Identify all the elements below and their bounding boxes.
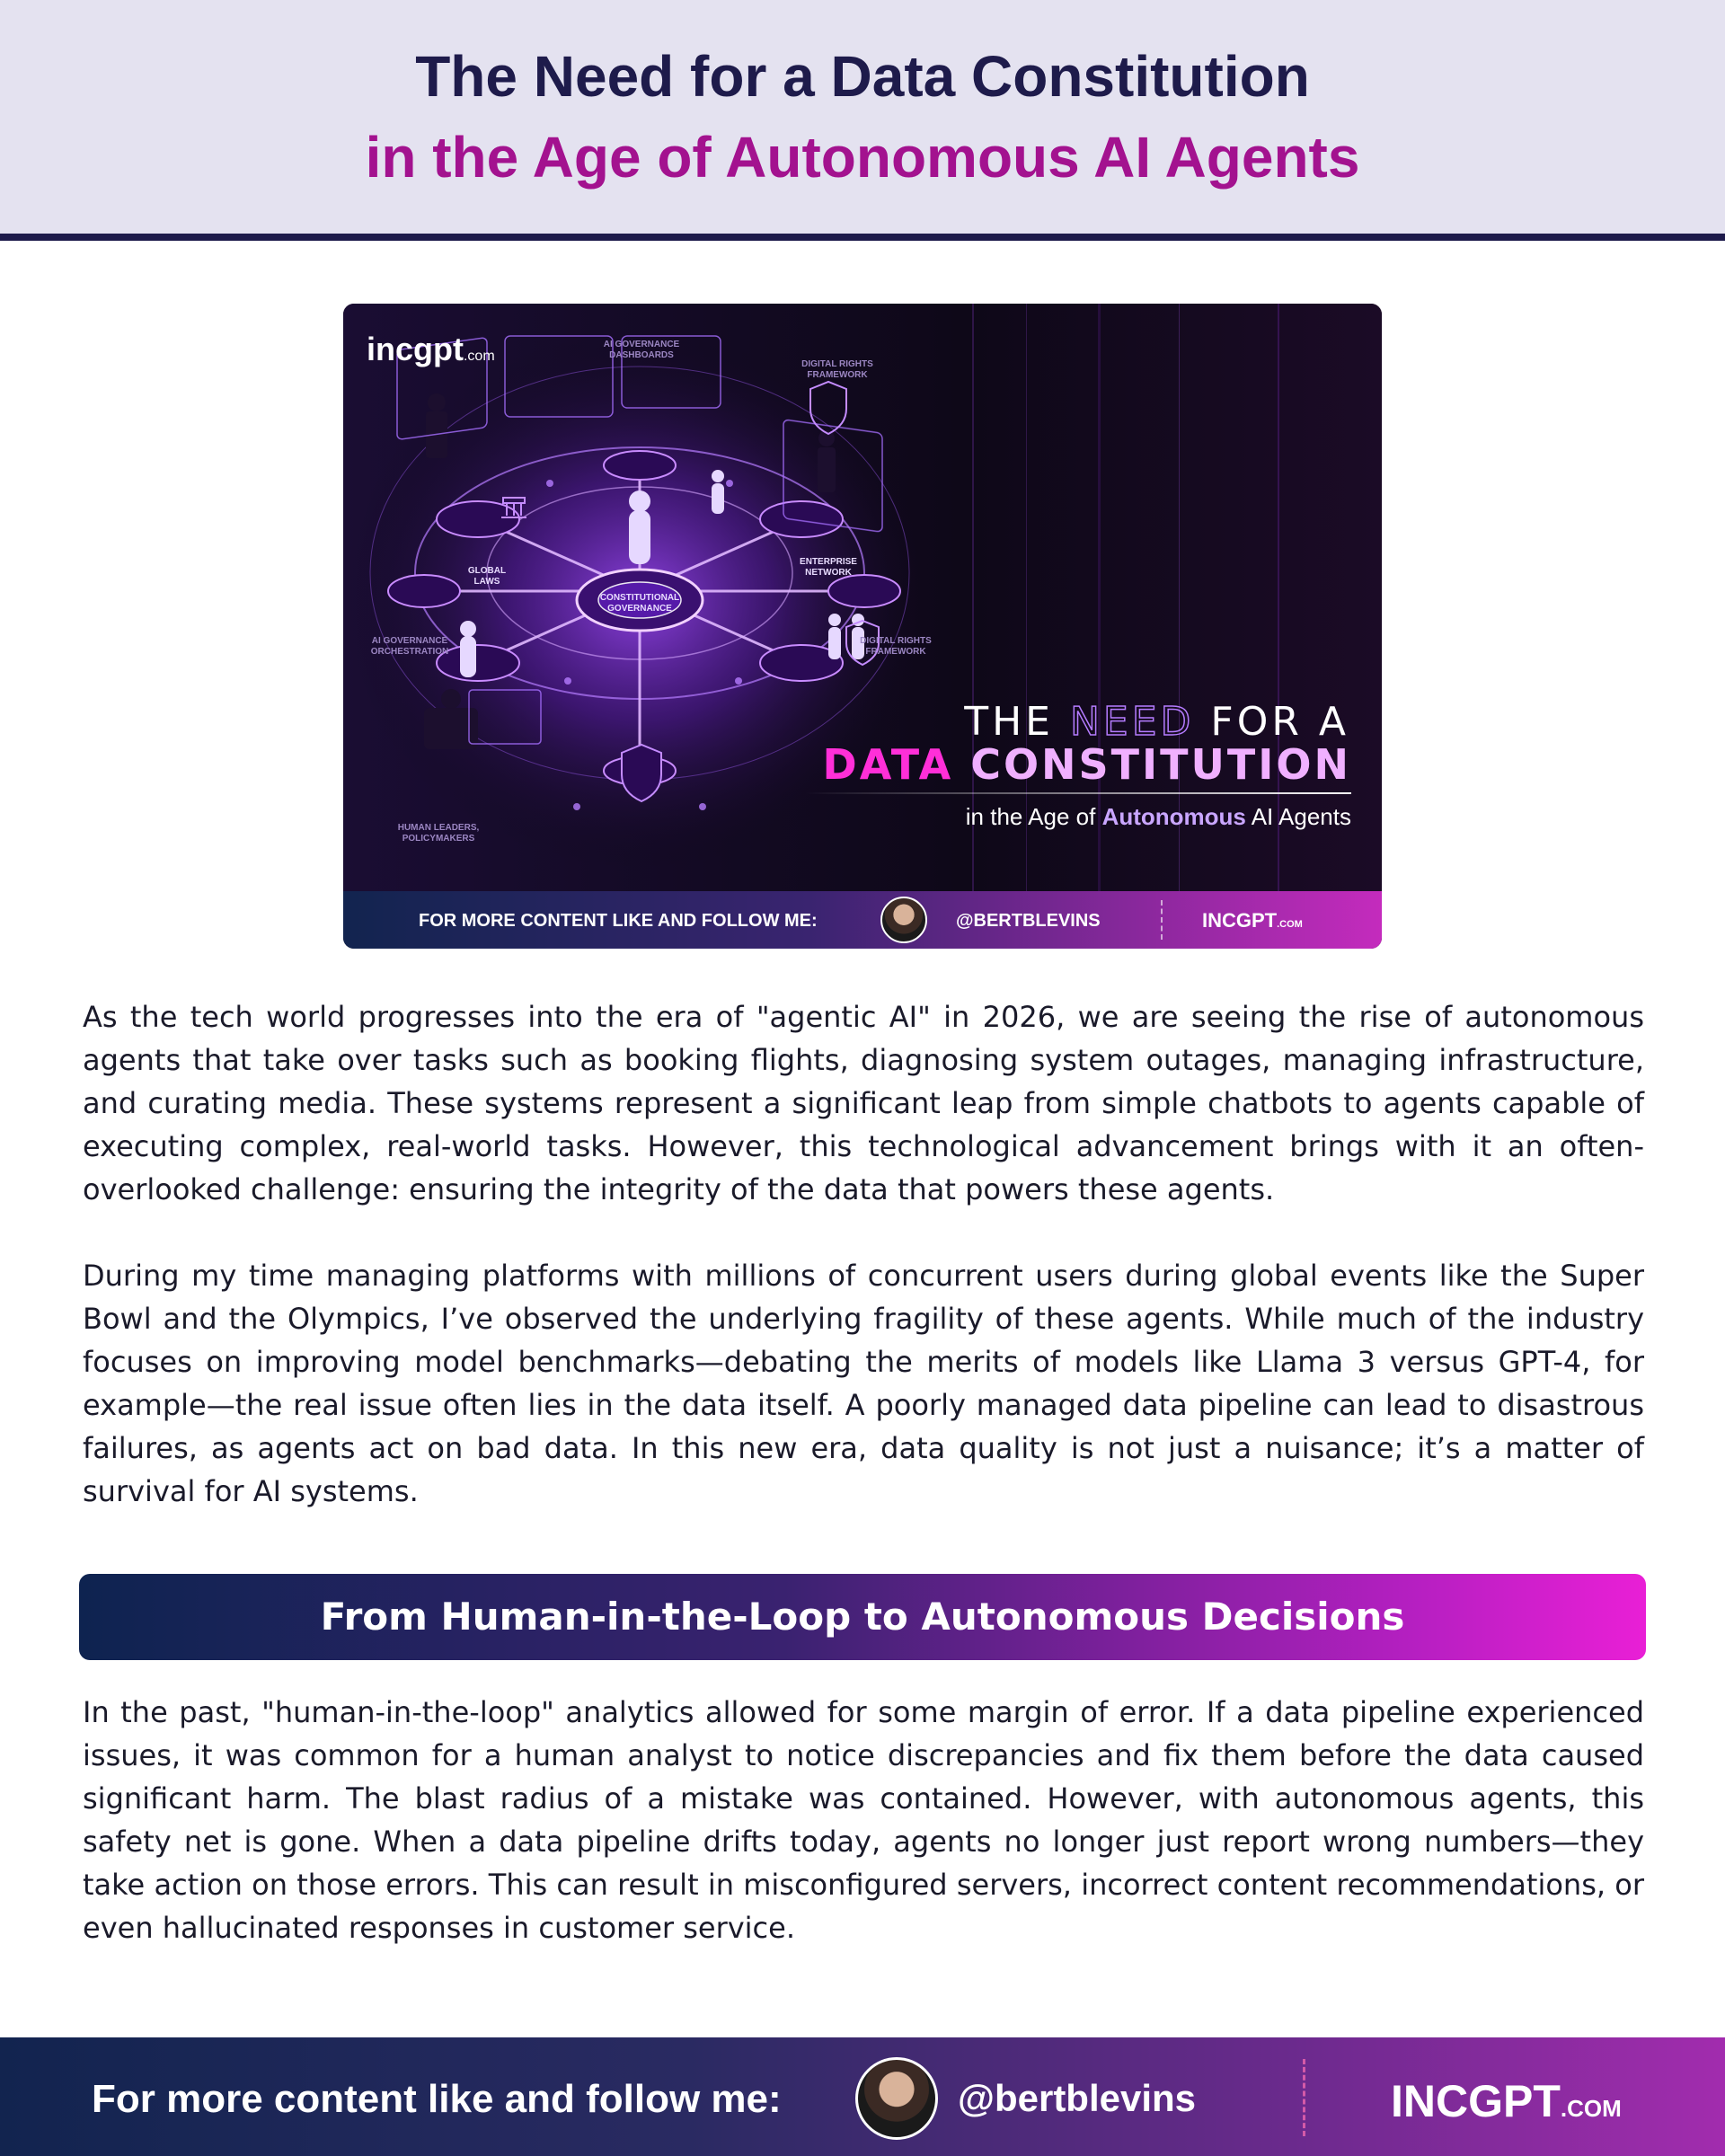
hero-follow-banner [343,891,1382,949]
hero-banner-handle: @BERTBLEVINS [956,911,1101,931]
page-title: The Need for a Data Constitution [415,44,1310,109]
label-dashboards: AI GOVERNANCE DASHBOARDS [603,340,680,360]
hero-logo: incgpt.com [367,331,495,367]
footer-handle-link[interactable]: @bertblevins [958,2077,1197,2119]
hero-banner-cta: FOR MORE CONTENT LIKE AND FOLLOW ME: [419,911,818,931]
hero-image [343,304,1382,949]
hero-divider [803,792,1351,794]
page-header [0,0,1725,241]
hero-headline-line2: DATA CONSTITUTION [822,740,1351,789]
page-subtitle: in the Age of Autonomous AI Agents [365,125,1360,190]
label-rights-small: DIGITAL RIGHTS FRAMEWORK [860,636,932,657]
label-enterprise: ENTERPRISE NETWORK [800,557,857,578]
page-footer [0,2037,1725,2156]
hero-banner-divider [1161,900,1163,940]
label-rights-framework: DIGITAL RIGHTS FRAMEWORK [801,359,873,380]
footer-divider [1303,2059,1305,2136]
paragraph-intro: As the tech world progresses into the era of "agentic AI" in 2026, we are seeing the rise of autonomous agents that take over tasks such as booking flights, diagnosing system outages, managing infrastructure, and curating media. These systems represent a significant leap from simple chatbots to agents capable of executing complex, real-world tasks. However, this technological advancement brings with it an often-overlooked challenge: ensuring the integrity of the data that powers these agents. [83,1000,1644,1206]
label-leaders: HUMAN LEADERS, POLICYMAKERS [397,823,480,844]
hero-headline-line1: THE NEED FOR A [964,699,1349,745]
section-heading: From Human-in-the-Loop to Autonomous Decisions [320,1595,1405,1639]
hero-avatar [880,897,927,943]
hero-banner-brand: INCGPT.COM [1202,909,1303,932]
paragraph-experience: During my time managing platforms with millions of concurrent users during global events like the Super Bowl and the Olympics, I’ve observed the underlying fragility of these agents. While much of the industry focuses on improving model benchmarks—debating the merits of models like Llama 3 versus GPT-4, for example—the real issue often lies in the data itself. A poorly managed data pipeline can lead to disastrous failures, as agents act on bad data. In this new era, data quality is not just a nuisance; it’s a matter of survival for AI systems. [83,1259,1644,1508]
footer-cta: For more content like and follow me: [92,2077,782,2121]
hero-subline: in the Age of Autonomous AI Agents [965,803,1351,830]
label-orchestration: AI GOVERNANCE ORCHESTRATION [370,636,449,657]
footer-avatar [855,2057,938,2140]
paragraph-human-in-loop: In the past, "human-in-the-loop" analytics allowed for some margin of error. If a data pipeline experienced issues, it was common for a human analyst to notice discrepancies and fix them before the data caused significant harm. The blast radius of a mistake was contained. However, with autonomous agents, this safety net is gone. When a data pipeline drifts today, agents no longer just report wrong numbers—they take action on those errors. This can result in misconfigured servers, incorrect content recommendations, or even hallucinated responses in customer service. [83,1695,1644,1945]
footer-brand-logo[interactable]: INCGPT.COM [1391,2076,1622,2126]
label-constitutional: CONSTITUTIONAL GOVERNANCE [599,593,680,614]
label-global-laws: GLOBAL LAWS [467,566,507,587]
section-heading-bar [79,1574,1646,1660]
